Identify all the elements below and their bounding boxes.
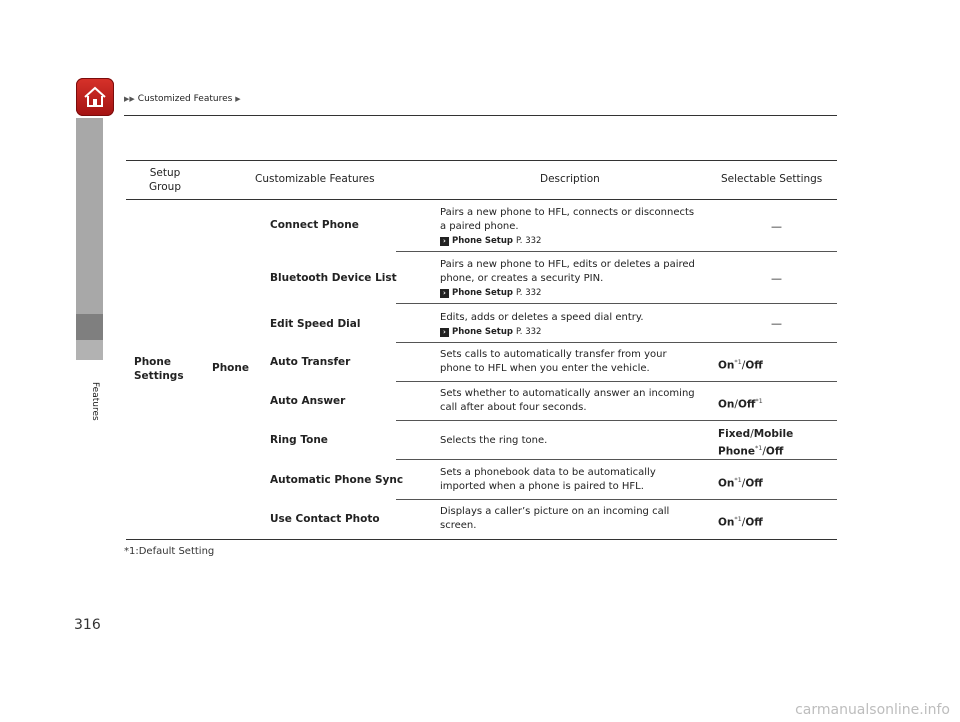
feature-ring-tone: Ring Tone [270, 434, 328, 446]
breadcrumb [124, 94, 241, 104]
header-selectable-settings: Selectable Settings [721, 173, 823, 185]
header-customizable-features: Customizable Features [255, 173, 375, 185]
group-phone-settings: Phone Settings [134, 356, 184, 382]
header-rule [124, 115, 837, 116]
home-icon [82, 85, 108, 109]
feature-description: Displays a caller’s picture on an incoming call screen. [440, 506, 670, 531]
cross-reference-link[interactable]: › Phone Setup P. 332 [440, 286, 715, 300]
reference-arrow-icon: › [440, 237, 449, 246]
setting-value: On$^{*1}$/Off [718, 515, 763, 529]
feature-description: Pairs a new phone to HFL, edits or deletes a paired phone, or creates a security PIN. › Phone Setup P. 332 [440, 258, 715, 300]
table-top-rule [126, 160, 837, 161]
cross-reference-link[interactable]: › Phone Setup P. 332 [440, 325, 715, 339]
table-row [126, 382, 837, 421]
watermark: carmanualsonline.info [795, 702, 950, 718]
table-row [126, 252, 837, 304]
reference-arrow-icon: › [440, 289, 449, 298]
feature-edit-speed-dial: Edit Speed Dial [270, 318, 361, 330]
feature-description: Edits, adds or deletes a speed dial entry. › Phone Setup P. 332 [440, 311, 715, 339]
breadcrumb-link-customized-features[interactable]: Customized Features [137, 94, 233, 104]
setting-value: — [771, 220, 782, 233]
setting-value: On/Off$^{*1}$ [718, 397, 763, 411]
setting-value: — [771, 272, 782, 285]
header-description: Description [540, 173, 600, 185]
cross-reference-link[interactable]: › Phone Setup P. 332 [440, 234, 715, 248]
setting-value: On$^{*1}$/Off [718, 358, 763, 372]
feature-description: Sets whether to automatically answer an incoming call after about four seconds. [440, 388, 695, 413]
table-row [126, 421, 837, 460]
feature-use-contact-photo: Use Contact Photo [270, 513, 380, 525]
feature-bluetooth-device-list: Bluetooth Device List [270, 272, 397, 284]
feature-description: Sets calls to automatically transfer from your phone to HFL when you enter the vehicle. [440, 349, 667, 374]
setting-value: — [771, 317, 782, 330]
home-button[interactable] [76, 78, 114, 116]
feature-auto-transfer: Auto Transfer [270, 356, 351, 368]
table-row [126, 200, 837, 252]
setting-value: On$^{*1}$/Off [718, 476, 763, 490]
feature-automatic-phone-sync: Automatic Phone Sync [270, 474, 404, 486]
sidebar-tab-block-1 [76, 118, 103, 314]
feature-description: Pairs a new phone to HFL, connects or disconnects a paired phone. › Phone Setup P. 332 [440, 206, 715, 248]
breadcrumb-arrow-icon: ▶ [235, 95, 241, 103]
table-row [126, 304, 837, 343]
feature-description: Selects the ring tone. [440, 435, 548, 446]
sidebar-section-label: Features [90, 382, 100, 421]
reference-arrow-icon: › [440, 328, 449, 337]
table-bottom-rule [126, 539, 837, 540]
feature-description: Sets a phonebook data to be automatically imported when a phone is paired to HFL. [440, 467, 656, 492]
footnote: *1:Default Setting [124, 546, 215, 557]
feature-connect-phone: Connect Phone [270, 219, 359, 231]
sidebar-tab-block-2 [76, 314, 103, 340]
page-number: 316 [74, 617, 101, 633]
setting-value: Fixed/Mobile Phone$^{*1}$/Off [718, 428, 794, 458]
header-setup-group: Setup Group [149, 167, 181, 193]
feature-auto-answer: Auto Answer [270, 395, 346, 407]
table-row [126, 460, 837, 500]
breadcrumb-arrows-icon: ▶▶ [124, 95, 135, 103]
subgroup-phone: Phone [212, 362, 249, 374]
table-row [126, 500, 837, 539]
sidebar-tab-block-3 [76, 340, 103, 360]
table-row [126, 343, 837, 382]
